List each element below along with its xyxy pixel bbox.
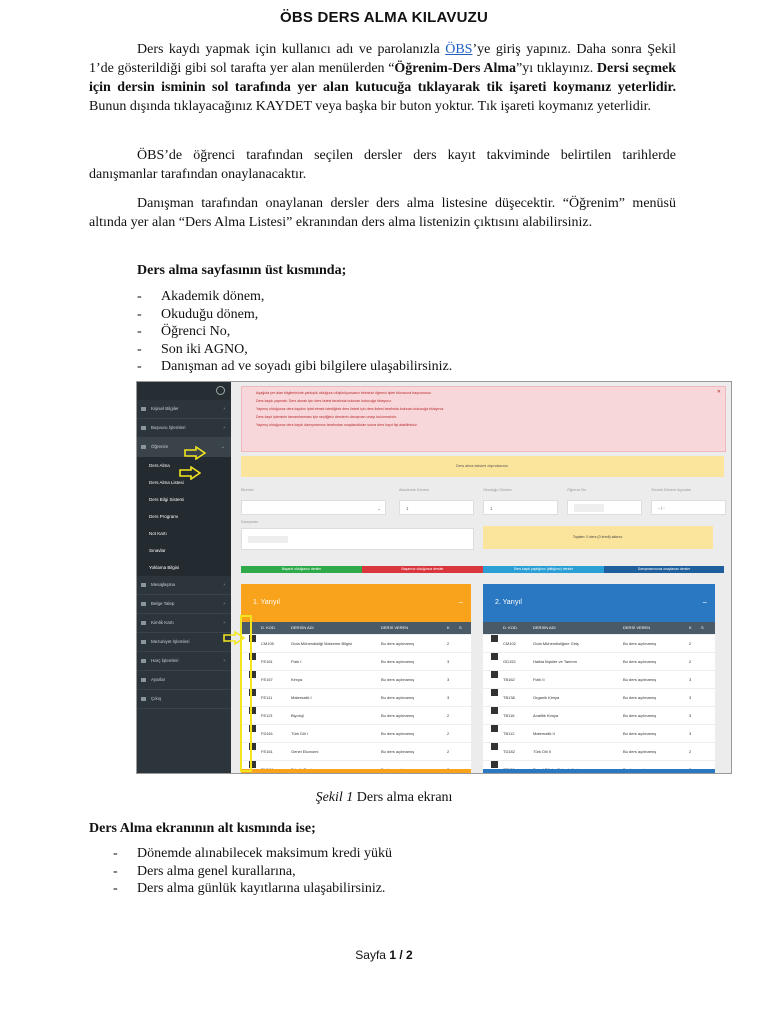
column-header: S [701, 625, 704, 630]
sidebar-item-label: Kimlik Kartı [151, 620, 174, 625]
table-cell-k: 2 [689, 641, 692, 646]
redacted-block [248, 536, 288, 543]
column-header: D. KOD. [261, 625, 276, 630]
column-header: D. KOD. [503, 625, 518, 630]
chevron-right-icon: › [223, 601, 225, 607]
file-icon [141, 426, 146, 430]
money-icon [141, 659, 146, 663]
table-row [241, 707, 471, 725]
field-label: Akademik Dönem [399, 488, 429, 492]
table-cell-k: 3 [447, 677, 450, 682]
table-cell-name: Kimya [291, 677, 303, 682]
table-row [483, 653, 715, 671]
table-row [483, 743, 715, 761]
alert-box [241, 386, 726, 452]
table-cell-name: Gıda Mühendisliği Malzeme Bilgisi [291, 641, 352, 646]
table-row [483, 671, 715, 689]
course-checkbox[interactable] [491, 725, 498, 732]
table-cell-teacher: Bu ders açılmamış [623, 731, 657, 736]
sidebar-item-document[interactable] [137, 595, 231, 614]
sidebar [137, 382, 231, 773]
table-cell-k: 2 [689, 659, 692, 664]
sidebar-item-applications[interactable] [137, 419, 231, 438]
sidebar-item-settings[interactable] [137, 671, 231, 690]
field-label: Öğrenci No [567, 488, 587, 492]
text: Bunun dışında tıklayacağınız KAYDET veya başka bir buton yoktur. Tık işareti koymanız yeterlidir. [89, 99, 651, 114]
table-row [241, 635, 471, 653]
table-cell-k: 2 [689, 749, 692, 754]
chevron-right-icon: › [223, 582, 225, 588]
table-cell-k: 2 [447, 731, 450, 736]
submenu-ders-bilgi-sistemi[interactable]: Ders Bilgi Sistemi [137, 491, 231, 508]
list-bottom-info [113, 845, 673, 898]
table-cell-k: 2 [447, 749, 450, 754]
table-cell-code: GD152 [503, 659, 516, 664]
table-cell-k: 3 [447, 659, 450, 664]
chevron-down-icon: ⌄ [377, 506, 381, 511]
text: Ders kaydı yapmak için kullanıcı adı ve parolanızla [137, 42, 446, 57]
table-cell-name: Türk Dili I [291, 731, 308, 736]
highlight-arrow-icon [184, 446, 206, 460]
id-card-icon [141, 621, 146, 625]
table-cell-teacher: Bu ders açılmamış [623, 713, 657, 718]
table-cell-code: FE167 [261, 677, 273, 682]
table-cell-code: CM102 [503, 641, 516, 646]
search-icon [216, 386, 225, 395]
table-cell-k: 2 [447, 641, 450, 646]
paragraph-login [89, 40, 676, 116]
table-cell-teacher: Bu ders açılmamış [623, 677, 657, 682]
table-cell-teacher: Bu ders açılmamış [381, 731, 415, 736]
list-item: - Danışman ad ve soyadı gibi bilgilere ulaşabilirsiniz. [137, 358, 697, 376]
list-item: - Ders alma genel kurallarına, [113, 863, 673, 881]
total-pages: 2 [406, 948, 413, 962]
diploma-icon [141, 640, 146, 644]
chevron-right-icon: › [223, 425, 225, 431]
sidebar-item-label: Çıkış [151, 696, 162, 701]
table-cell-code: TB162 [503, 677, 515, 682]
submenu-ders-alma[interactable]: Ders Alma [137, 457, 231, 474]
paragraph-list: Danışman tarafından onaylanan dersler ders alma listesine düşecektir. “Öğrenim” menüsü altında yer alan “Ders Alma Listesi” ekranından ders alma listenizin çıktısını alabilirsiniz. [89, 196, 676, 230]
table-row [483, 725, 715, 743]
panel-header-semester-2 [483, 584, 715, 622]
graduation-cap-icon [141, 445, 146, 449]
current-page: 1 [389, 948, 396, 962]
figure-caption [0, 790, 768, 806]
panel-header-semester-1 [241, 584, 471, 622]
table-cell-name: Halkla İlişkiler ve Tanıtım [533, 659, 577, 664]
table-row [241, 743, 471, 761]
list-item: - Son iki AGNO, [137, 341, 697, 359]
course-checkbox[interactable] [491, 635, 498, 642]
text: ’ye giriş yapınız. Daha sonra Şekil 1’de gösterildiği gibi sol tarafta yer alan menülerden “ [89, 42, 676, 76]
sidebar-item-label: Belge Talep [151, 601, 175, 606]
submenu-not-karti[interactable]: Not Kartı [137, 525, 231, 542]
sidebar-item-label: Harç İşlemleri [151, 658, 179, 663]
table-cell-name: Organik Kimya [533, 695, 560, 700]
page-separator: / [396, 948, 407, 962]
table-cell-code: FE161 [261, 749, 273, 754]
table-row [241, 653, 471, 671]
table-row [483, 707, 715, 725]
sidebar-item-label: Ayarlar [151, 677, 166, 682]
table-cell-name: Biyoloji [291, 713, 304, 718]
caption-text: Ders alma ekranı [353, 790, 453, 805]
table-cell-code: TD182 [503, 749, 516, 754]
table-cell-name: Matematik I [291, 695, 312, 700]
list-item: - Okuduğu dönem, [137, 306, 697, 324]
envelope-icon [141, 583, 146, 587]
column-header: K [447, 625, 450, 630]
chevron-right-icon: › [223, 658, 225, 664]
table-cell-code: CM105 [261, 641, 274, 646]
sidebar-item-label: Mezuniyet İşlemleri [151, 639, 190, 644]
heading-top-section: Ders alma sayfasının üst kısmında; [137, 263, 347, 278]
course-checkbox[interactable] [491, 689, 498, 696]
text: ”yı tıklayınız. [516, 61, 597, 76]
table-cell-teacher: Bu ders açılmamış [381, 641, 415, 646]
obs-link[interactable]: ÖBS [445, 42, 473, 57]
legend-passed: Başarılı olduğunuz dersler [241, 566, 362, 573]
column-header: DERSİ VEREN [623, 625, 651, 630]
column-header: DERSİN ADI [533, 625, 556, 630]
figure-screenshot [136, 381, 732, 774]
column-header: DERSİN ADI [291, 625, 314, 630]
legend-approved: Danışmanınızca onaylanan dersler [604, 566, 724, 573]
student-no-field [567, 500, 642, 515]
alert-line: Aşağıda yer alan bilgilerinizde yanlışlık olduğunu düşünüyorsanız biriminiz öğrenci işleri bürosuna başvurunuz. [256, 391, 432, 395]
table-row [483, 635, 715, 653]
table-cell-code: FE121 [261, 713, 273, 718]
table-cell-k: 3 [689, 695, 692, 700]
sidebar-item-graduation[interactable] [137, 633, 231, 652]
table-cell-code: TB116 [503, 713, 515, 718]
gear-icon [141, 678, 146, 682]
sidebar-search[interactable] [137, 382, 231, 400]
sidebar-item-label: Mesajlaşma [151, 582, 176, 587]
table-cell-code: TB138 [503, 695, 515, 700]
document-icon [141, 602, 146, 606]
table-cell-teacher: Bu ders açılmamış [623, 659, 657, 664]
table-cell-k: 3 [689, 731, 692, 736]
table-cell-k: 3 [689, 677, 692, 682]
table-cell-name: Analitik Kimya [533, 713, 559, 718]
submenu-yoklama[interactable]: Yoklama Bilgisi [137, 559, 231, 576]
menu-path-bold: Öğrenim-Ders Alma [394, 61, 517, 76]
panel-title: 1. Yarıyıl [253, 599, 280, 606]
checkbox-highlight [240, 615, 252, 772]
chevron-right-icon: › [223, 639, 225, 645]
current-term-field: 1 [483, 500, 558, 515]
sidebar-item-personal[interactable] [137, 400, 231, 419]
table-cell-code: TB112 [503, 731, 515, 736]
panel-footer [483, 769, 715, 773]
panel-footer [241, 769, 471, 773]
alert-line: Yapmış olduğunuz ders kaydını iptal etmek istediğiniz ders listesi için ders listesi tarafında bulunan kutucuğa tıklayınız. [256, 407, 445, 411]
alert-line: Yapmış olduğunuz ders kaydı danışmanınız tarafından onaylandıktan sonra ders kayıt fişi alabilirsiniz. [256, 423, 418, 427]
table-row [241, 671, 471, 689]
table-header [483, 622, 715, 635]
table-cell-teacher: Bu ders açılmamış [381, 659, 415, 664]
table-cell-teacher: Bu ders açılmamış [381, 695, 415, 700]
sidebar-item-label: Kişisel Bilgiler [151, 406, 179, 411]
list-top-info [137, 288, 697, 376]
page-footer [0, 948, 768, 962]
chevron-down-icon: ⌄ [220, 444, 225, 450]
course-checkbox[interactable] [491, 761, 498, 768]
sidebar-item-logout[interactable] [137, 690, 231, 709]
table-cell-code: FE161 [261, 659, 273, 664]
sidebar-item-messages[interactable] [137, 576, 231, 595]
course-table-semester-2 [483, 622, 715, 774]
alert-line: Ders kaydı yapmak: Ders almak için ders listesi tarafında bulunan kutucuğa tıklayınız. [256, 399, 393, 403]
collapse-icon[interactable]: − [702, 598, 707, 607]
course-checkbox[interactable] [491, 671, 498, 678]
paragraph-approval: ÖBS’de öğrenci tarafından seçilen dersler ders kayıt takviminde belirtilen tarihlerde danışmanlar tarafından onaylanacaktır. [89, 148, 676, 182]
table-cell-teacher: Bu ders açılmamış [381, 677, 415, 682]
column-header: K [689, 625, 692, 630]
table-row [241, 725, 471, 743]
table-cell-k: 3 [689, 713, 692, 718]
close-icon[interactable]: ✕ [716, 389, 721, 395]
field-label: Önceki Dönem Agnoları [651, 488, 692, 492]
caption-label: Şekil 1 [315, 790, 354, 805]
main-content [231, 382, 731, 773]
table-cell-teacher: Bu ders açılmamış [381, 713, 415, 718]
course-checkbox[interactable] [491, 743, 498, 750]
table-cell-name: Matematik II [533, 731, 555, 736]
table-header [241, 622, 471, 635]
user-icon [141, 407, 146, 411]
table-cell-name: Fizik I [291, 659, 302, 664]
legend-registered: Ders kaydı yaptığınız (alttığınız) dersler [483, 566, 604, 573]
course-table-semester-1 [241, 622, 471, 774]
table-cell-code: FE111 [261, 695, 273, 700]
total-credits-info: Toplam: 0 ders (0 kredi) aldınız. [483, 526, 713, 549]
panel-title: 2. Yarıyıl [495, 599, 522, 606]
table-cell-name: Genel Ekonomi [291, 749, 319, 754]
field-label: Danışman [241, 520, 259, 524]
table-cell-teacher: Bu ders açılmamış [623, 749, 657, 754]
legend-failed: Başarısız olduğunuz dersler [362, 566, 483, 573]
alert-line: Ders kayıt işleminin tamamlanması için seçtiğiniz derslerin danışman onayı bulunmalıdır. [256, 415, 397, 419]
table-cell-teacher: Bu ders açılmamış [623, 641, 657, 646]
field-label: Okuduğu Dönem [483, 488, 512, 492]
list-item: - Dönemde alınabilecek maksimum kredi yükü [113, 845, 673, 863]
column-header: DERSİ VEREN [381, 625, 409, 630]
table-cell-name: Fizik II [533, 677, 545, 682]
table-row [241, 689, 471, 707]
submenu-ders-alma-listesi[interactable]: Ders Alma Listesi [137, 474, 231, 491]
sidebar-item-fees[interactable] [137, 652, 231, 671]
heading-bottom-section: Ders Alma ekranının alt kısmında ise; [89, 821, 316, 836]
sidebar-item-id-card[interactable] [137, 614, 231, 633]
submenu-sinavlar[interactable]: Sınavlar [137, 542, 231, 559]
list-item: - Akademik dönem, [137, 288, 697, 306]
instruction-bold: Dersi seçmek için dersin isminin sol tarafında yer alan kutucuğa tıklayarak tik işareti koymanız yeterlidir. [89, 61, 676, 95]
table-cell-k: 2 [447, 713, 450, 718]
table-cell-teacher: Bu ders açılmamış [623, 695, 657, 700]
page-title: ÖBS DERS ALMA KILAVUZU [279, 9, 488, 26]
advisor-field [241, 528, 474, 550]
table-cell-teacher: Bu ders açılmamış [381, 749, 415, 754]
sidebar-item-label: Öğrenim [151, 444, 169, 449]
submenu-ders-programi[interactable]: Ders Programı [137, 508, 231, 525]
column-header: S [459, 625, 462, 630]
table-cell-k: 3 [447, 695, 450, 700]
table-row [483, 689, 715, 707]
calendar-notice: Ders alma takvimi dışındasınız. [241, 456, 724, 477]
table-cell-name: Gıda Mühendisliğine Giriş [533, 641, 579, 646]
redacted-block [574, 504, 604, 512]
table-cell-name: Türk Dili II [533, 749, 551, 754]
chevron-right-icon: › [223, 620, 225, 626]
course-checkbox[interactable] [491, 707, 498, 714]
unit-select[interactable] [241, 500, 386, 515]
academic-term-field: 1 [399, 500, 474, 515]
list-item: - Öğrenci No, [137, 323, 697, 341]
collapse-icon[interactable]: − [458, 598, 463, 607]
logout-icon [141, 697, 146, 701]
field-label: Birimler [241, 488, 254, 492]
chevron-right-icon: › [223, 406, 225, 412]
footer-prefix: Sayfa [355, 948, 390, 962]
sidebar-item-label: Başvuru İşlemleri [151, 425, 186, 430]
list-item: - Ders alma günlük kayıtlarına ulaşabilirsiniz. [113, 880, 673, 898]
highlight-arrow-icon [179, 466, 201, 480]
gpa-field: - / - [651, 500, 726, 515]
course-checkbox[interactable] [491, 653, 498, 660]
table-cell-code: FD161 [261, 731, 274, 736]
